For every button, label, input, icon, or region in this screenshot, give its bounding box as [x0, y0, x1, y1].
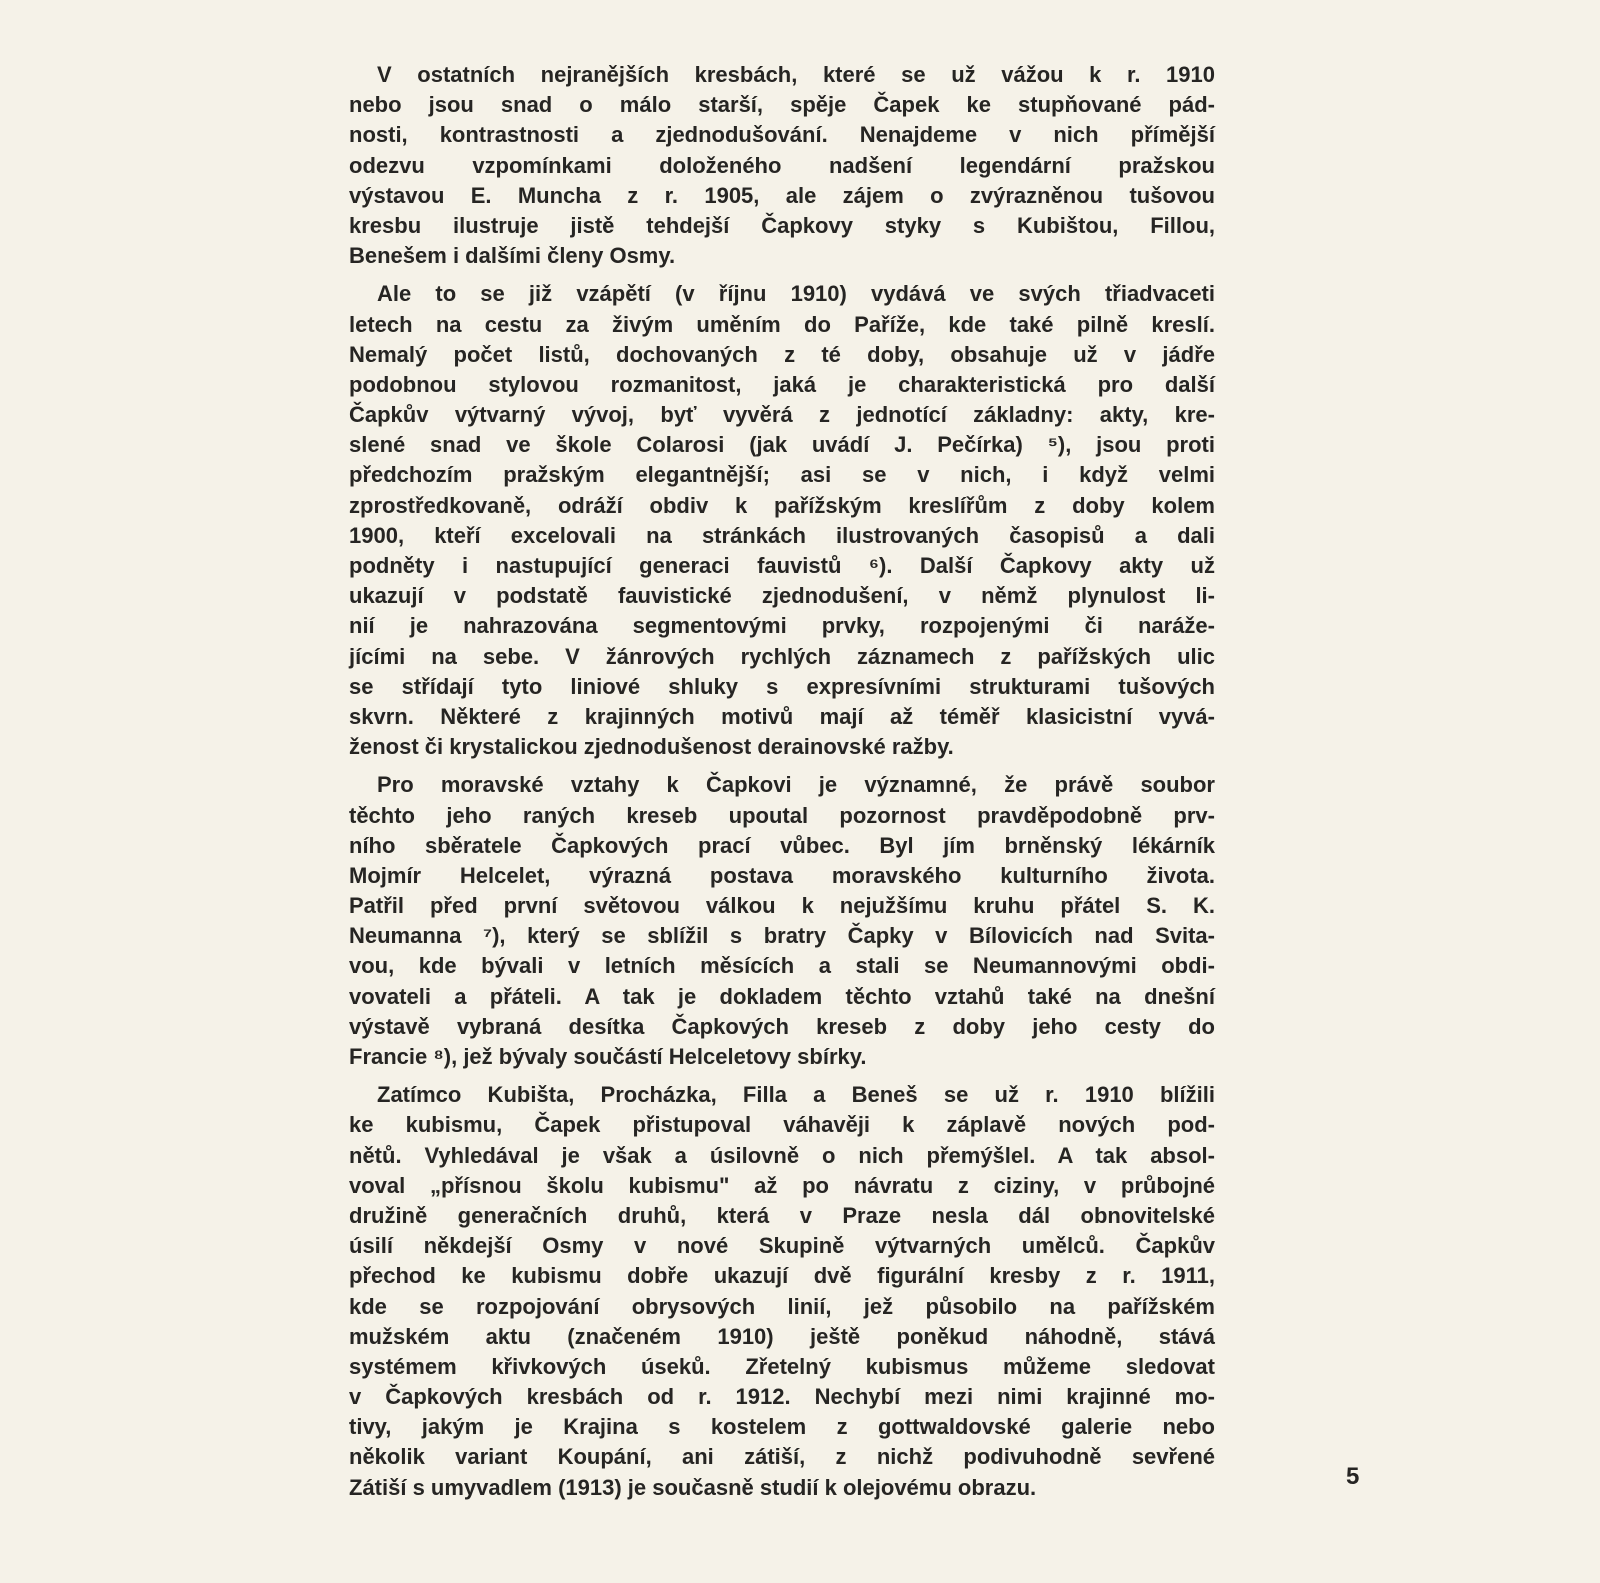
text-line: jícími na sebe. V žánrových rychlých záznamech z pařížských ulic: [349, 643, 1215, 669]
text-line: ke kubismu, Čapek přistupoval váhavěji k záplavě nových pod-: [349, 1112, 1215, 1138]
text-line: podobnou stylovou rozmanitost, jaká je charakteristická pro další: [349, 371, 1215, 397]
text-line: voval „přísnou školu kubismu" až po návratu z ciziny, v průbojné: [349, 1172, 1215, 1198]
text-line: Mojmír Helcelet, výrazná postava moravského kulturního života.: [349, 862, 1215, 888]
text-line: družině generačních druhů, která v Praze nesla dál obnovitelské: [349, 1202, 1215, 1228]
body-text: [349, 60, 1215, 1503]
text-line: Pro moravské vztahy k Čapkovi je významné, že právě soubor: [377, 772, 1215, 798]
text-line: výstavou E. Muncha z r. 1905, ale zájem o zvýrazněnou tušovou: [349, 182, 1215, 208]
text-line: systémem křivkových úseků. Zřetelný kubismus můžeme sledovat: [349, 1353, 1215, 1379]
text-line: ženost či krystalickou zjednodušenost derainovské ražby.: [349, 734, 954, 760]
text-line: mužském aktu (značeném 1910) ještě poněkud náhodně, stává: [349, 1323, 1215, 1349]
paragraph: [349, 770, 1215, 1072]
text-line: nětů. Vyhledával je však a úsilovně o nich přemýšlel. A tak absol-: [349, 1142, 1215, 1168]
text-line: Nemalý počet listů, dochovaných z té doby, obsahuje už v jádře: [349, 341, 1215, 367]
text-line: ukazují v podstatě fauvistické zjednodušení, v němž plynulost li-: [349, 583, 1215, 609]
text-line: výstavě vybraná desítka Čapkových kreseb z doby jeho cesty do: [349, 1013, 1215, 1039]
text-line: Neumanna ⁷), který se sblížil s bratry Čapky v Bílovicích nad Svita-: [349, 923, 1215, 949]
text-line: Čapkův výtvarný vývoj, byť vyvěrá z jednotící základny: akty, kre-: [349, 402, 1215, 428]
text-line: ního sběratele Čapkových prací vůbec. Byl jím brněnský lékárník: [349, 832, 1215, 858]
text-line: V ostatních nejranějších kresbách, které se už vážou k r. 1910: [377, 62, 1215, 87]
text-line: několik variant Koupání, ani zátiší, z nichž podivuhodně sevřené: [349, 1444, 1215, 1470]
text-line: Zatímco Kubišta, Procházka, Filla a Beneš se už r. 1910 blížili: [377, 1082, 1215, 1108]
text-line: Francie ⁸), jež bývaly součástí Helceletovy sbírky.: [349, 1044, 867, 1069]
text-line: 1900, kteří excelovali na stránkách ilustrovaných časopisů a dali: [349, 522, 1215, 548]
text-line: vou, kde bývali v letních měsících a stali se Neumannovými obdi-: [349, 953, 1215, 979]
text-line: přechod ke kubismu dobře ukazují dvě figurální kresby z r. 1911,: [349, 1263, 1215, 1289]
text-line: slené snad ve škole Colarosi (jak uvádí J. Pečírka) ⁵), jsou proti: [349, 432, 1215, 458]
text-line: kresbu ilustruje jistě tehdejší Čapkovy styky s Kubištou, Fillou,: [349, 212, 1215, 238]
text-line: Zátiší s umyvadlem (1913) je současně studií k olejovému obrazu.: [349, 1474, 1037, 1500]
paragraph: [349, 1080, 1215, 1503]
text-line: nií je nahrazována segmentovými prvky, rozpojenými či naráže-: [349, 613, 1215, 639]
text-line: zprostředkovaně, odráží obdiv k pařížským kreslířům z doby kolem: [349, 492, 1215, 518]
text-line: Patřil před první světovou válkou k nejužšímu kruhu přátel S. K.: [349, 893, 1215, 919]
paragraph: [349, 279, 1215, 762]
text-line: nosti, kontrastnosti a zjednodušování. Nenajdeme v nich přímější: [349, 122, 1215, 148]
text-line: letech na cestu za živým uměním do Paříže, kde také pilně kreslí.: [349, 311, 1215, 337]
text-line: Ale to se již vzápětí (v říjnu 1910) vydává ve svých třiadvaceti: [377, 281, 1215, 307]
text-line: vovateli a přáteli. A tak je dokladem těchto vztahů také na dnešní: [349, 983, 1215, 1009]
paragraph: [349, 60, 1215, 271]
text-line: úsilí někdejší Osmy v nové Skupině výtvarných umělců. Čapkův: [349, 1233, 1215, 1259]
text-line: nebo jsou snad o málo starší, spěje Čapek ke stupňované pád-: [349, 92, 1215, 118]
text-line: Benešem i dalšími členy Osmy.: [349, 243, 676, 269]
text-line: tivy, jakým je Krajina s kostelem z gottwaldovské galerie nebo: [349, 1414, 1215, 1440]
text-line: odezvu vzpomínkami doloženého nadšení legendární pražskou: [349, 152, 1215, 178]
text-line: kde se rozpojování obrysových linií, jež působilo na pařížském: [349, 1293, 1215, 1319]
text-line: v Čapkových kresbách od r. 1912. Nechybí mezi nimi krajinné mo-: [349, 1384, 1215, 1410]
text-line: podněty i nastupující generaci fauvistů ⁶). Další Čapkovy akty už: [349, 553, 1215, 578]
text-line: se střídají tyto liniové shluky s expresívními strukturami tušových: [349, 673, 1215, 699]
text-line: skvrn. Některé z krajinných motivů mají až téměř klasicistní vyvá-: [349, 703, 1215, 729]
text-line: předchozím pražským elegantnější; asi se v nich, i když velmi: [349, 462, 1215, 488]
page-number: 5: [1346, 1463, 1360, 1490]
text-line: těchto jeho raných kreseb upoutal pozornost pravděpodobně prv-: [349, 802, 1215, 828]
